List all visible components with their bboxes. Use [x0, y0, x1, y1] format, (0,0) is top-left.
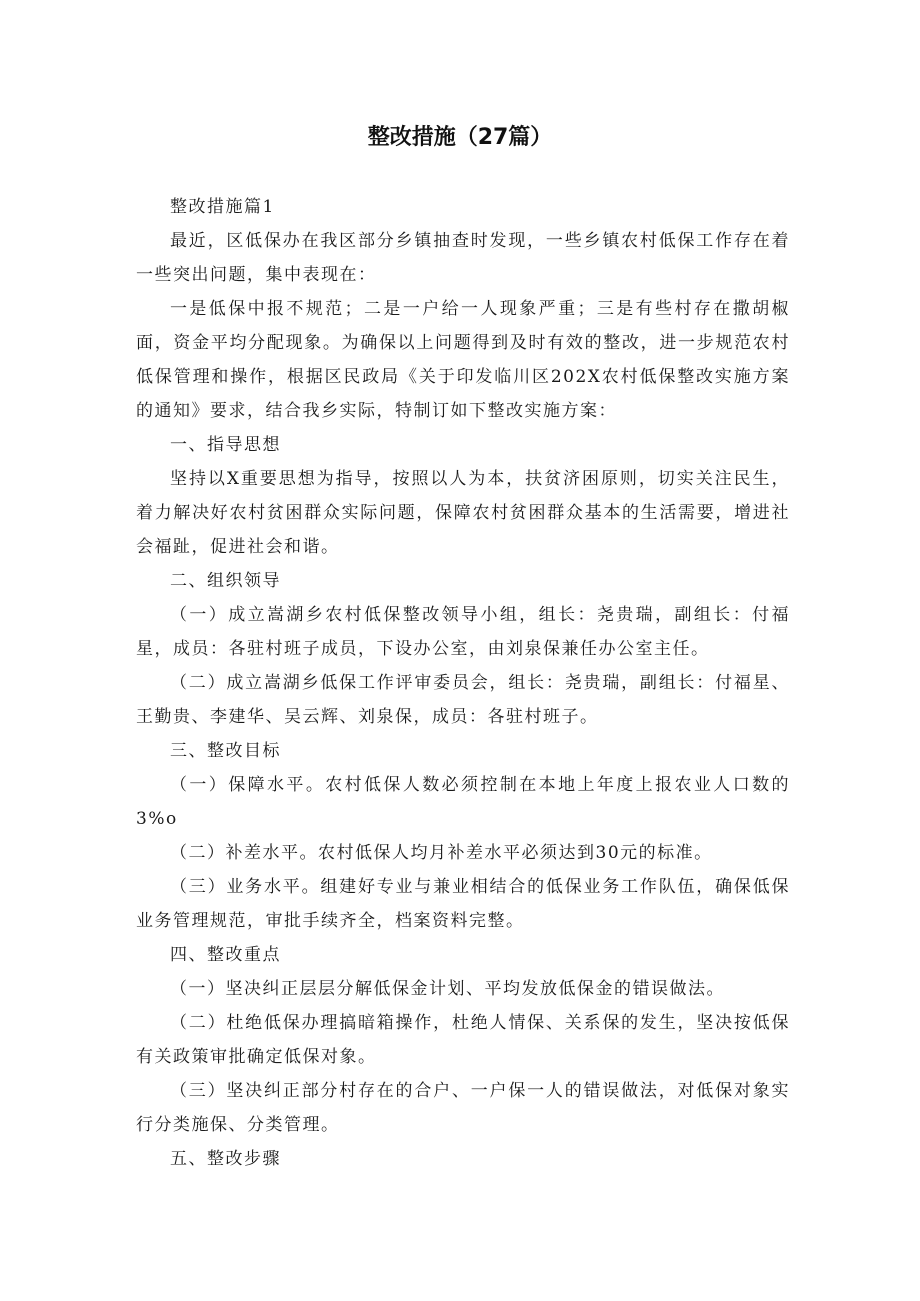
body-paragraph: （一）坚决纠正层层分解低保金计划、平均发放低保金的错误做法。 [170, 979, 725, 999]
section-heading: 一、指导思想 [170, 435, 281, 455]
body-paragraph: 最近，区低保办在我区部分乡镇抽查时发现，一些乡镇农村低保工作存在着一些突出问题，集中表现在： [136, 231, 790, 285]
section-heading: 二、组织领导 [170, 571, 281, 591]
body-paragraph: （二）补差水平。农村低保人均月补差水平必须达到30元的标准。 [170, 843, 713, 863]
body-paragraph: （二）杜绝低保办理搞暗箱操作，杜绝人情保、关系保的发生，坚决按低保有关政策审批确定低保对象。 [136, 1013, 790, 1067]
section-heading: 五、整改步骤 [170, 1149, 281, 1169]
body-paragraph: （二）成立嵩湖乡低保工作评审委员会，组长：尧贵瑞，副组长：付福星、王勤贵、李建华、吴云辉、刘泉保，成员：各驻村班子。 [136, 673, 790, 727]
section-heading: 三、整改目标 [170, 741, 281, 761]
body-paragraph: （三）坚决纠正部分村存在的合户、一户保一人的错误做法，对低保对象实行分类施保、分类管理。 [136, 1081, 790, 1135]
document-title: 整改措施（27篇） [367, 125, 553, 150]
body-paragraph: 一是低保中报不规范；二是一户给一人现象严重；三是有些村存在撒胡椒面，资金平均分配现象。为确保以上问题得到及时有效的整改，进一步规范农村低保管理和操作，根据区民政局《关于印发临川区202X农村低保整改实施方案的通知》要求，结合我乡实际，特制订如下整改实施方案： [136, 299, 790, 421]
body-paragraph: 坚持以X重要思想为指导，按照以人为本，扶贫济困原则，切实关注民生，着力解决好农村贫困群众实际问题，保障农村贫困群众基本的生活需要，增进社会福趾，促进社会和谐。 [136, 469, 790, 557]
body-paragraph: （一）成立嵩湖乡农村低保整改领导小组，组长：尧贵瑞，副组长：付福星，成员：各驻村班子成员，下设办公室，由刘泉保兼任办公室主任。 [136, 605, 790, 659]
section-heading: 整改措施篇1 [170, 197, 275, 217]
body-paragraph: （三）业务水平。组建好专业与兼业相结合的低保业务工作队伍，确保低保业务管理规范，审批手续齐全，档案资料完整。 [136, 877, 790, 931]
section-heading: 四、整改重点 [170, 945, 281, 965]
body-paragraph: （一）保障水平。农村低保人数必须控制在本地上年度上报农业人口数的3%o [136, 775, 790, 829]
